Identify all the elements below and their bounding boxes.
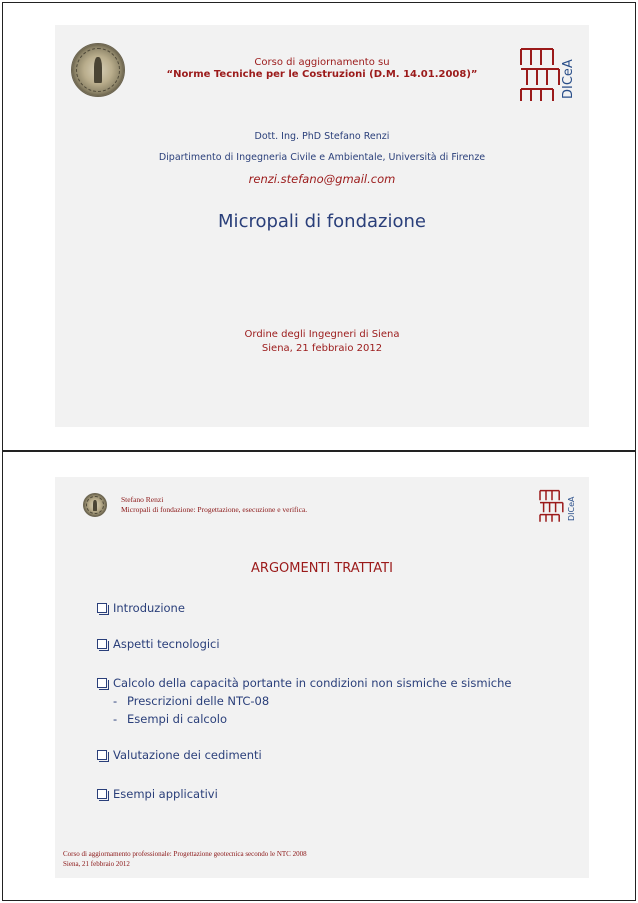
topic-label: Calcolo della capacità portante in condizioni non sismiche e sismiche — [113, 676, 512, 690]
dicea-logo-text: DICeA — [561, 59, 576, 99]
topic-item — [97, 787, 218, 801]
checkbox-bullet-icon — [97, 639, 107, 649]
dicea-logo-mark — [537, 487, 567, 523]
topic-label: Esempi applicativi — [113, 787, 218, 801]
dash-bullet: - — [113, 694, 118, 708]
venue-line2: Siena, 21 febbraio 2012 — [261, 343, 383, 354]
author-name: Dott. Ing. PhD Stefano Renzi — [254, 131, 390, 142]
page-2 — [2, 451, 636, 901]
topic-label: Aspetti tecnologici — [113, 637, 220, 651]
header-author: Stefano Renzi — [121, 495, 164, 504]
footer-course: Corso di aggiornamento professionale: Progettazione geotecnica secondo le NTC 2008 — [63, 850, 307, 858]
dicea-logo-text: DICeA — [567, 496, 576, 521]
checkbox-bullet-icon — [97, 789, 107, 799]
sub-item-label: Esempi di calcolo — [127, 712, 227, 726]
sub-item — [113, 694, 269, 708]
university-seal-logo — [83, 493, 107, 517]
course-title-line1: Corso di aggiornamento su — [254, 57, 390, 68]
topic-item — [97, 748, 262, 762]
page-1 — [2, 2, 636, 451]
course-title-line2: “Norme Tecniche per le Costruzioni (D.M. 14.01.2008)” — [166, 69, 478, 80]
topics-slide — [55, 477, 589, 878]
checkbox-bullet-icon — [97, 678, 107, 688]
topic-item — [97, 601, 185, 615]
checkbox-bullet-icon — [97, 603, 107, 613]
venue-line1: Ordine degli Ingegneri di Siena — [244, 329, 400, 340]
section-title: ARGOMENTI TRATTATI — [251, 561, 393, 576]
header-subtitle: Micropali di fondazione: Progettazione, esecuzione e verifica. — [121, 505, 308, 514]
topic-label: Introduzione — [113, 601, 185, 615]
department: Dipartimento di Ingegneria Civile e Ambientale, Università di Firenze — [158, 152, 486, 163]
footer-date: Siena, 21 febbraio 2012 — [63, 860, 130, 868]
checkbox-bullet-icon — [97, 750, 107, 760]
author-email[interactable]: renzi.stefano@gmail.com — [248, 172, 396, 186]
dash-bullet: - — [113, 712, 118, 726]
topic-item — [97, 676, 511, 690]
title-slide — [55, 25, 589, 427]
topic-label: Valutazione dei cedimenti — [113, 748, 262, 762]
sub-item-label: Prescrizioni delle NTC-08 — [127, 694, 270, 708]
dicea-logo — [537, 487, 581, 523]
presentation-title: Micropali di fondazione — [218, 211, 426, 232]
sub-item — [113, 712, 227, 726]
topic-item — [97, 637, 220, 651]
